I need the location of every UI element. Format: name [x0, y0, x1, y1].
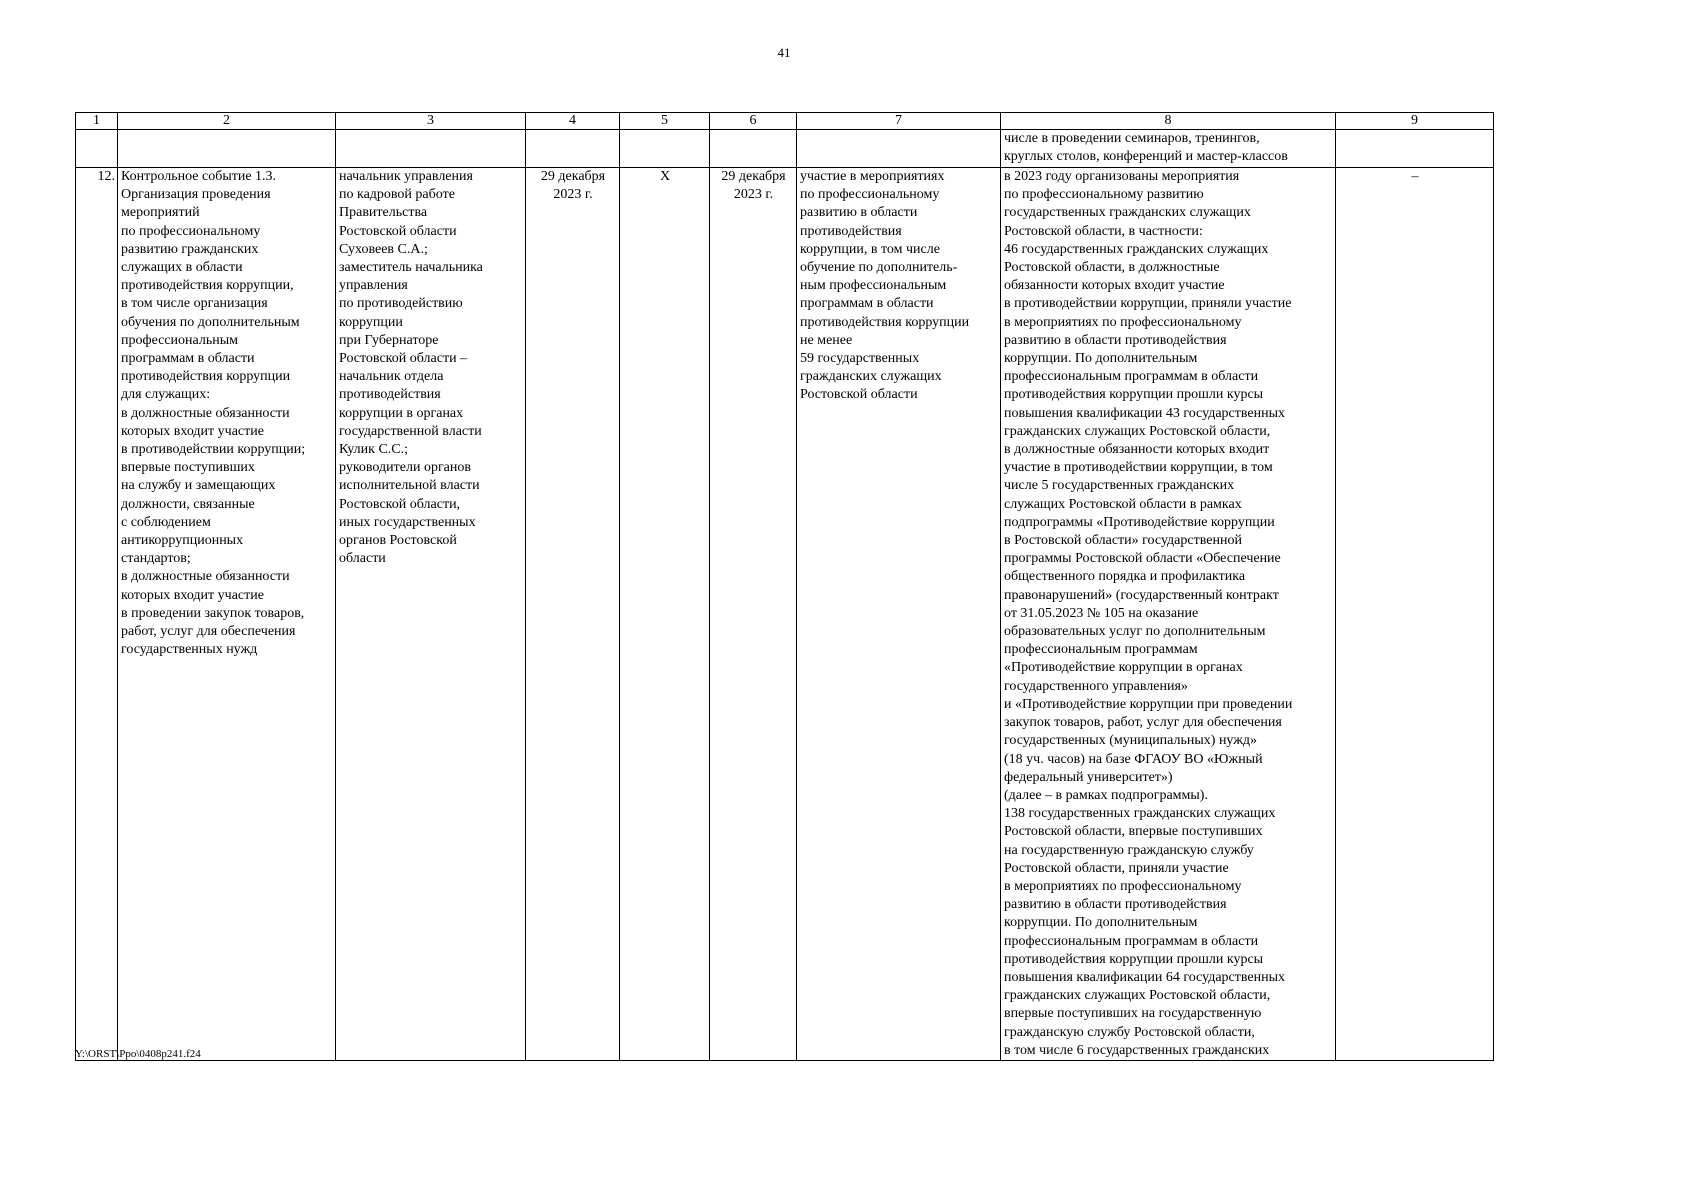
actual-date: 29 декабря 2023 г. [710, 168, 797, 1061]
cont-cell-3 [336, 130, 526, 168]
table-row-12 [76, 168, 1494, 1061]
column-number-3: 3 [336, 113, 526, 130]
cont-cell-8: числе в проведении семинаров, тренингов, круглых столов, конференций и мастер-классов [1001, 130, 1336, 168]
column-number-7: 7 [797, 113, 1001, 130]
cont-cell-6 [710, 130, 797, 168]
file-path-footer: Y:\ORST\Ppo\0408p241.f24 [75, 1048, 201, 1060]
cont-cell-5 [620, 130, 710, 168]
page-number: 41 [777, 45, 791, 60]
continuation-row [76, 130, 1494, 168]
cont-cell-1 [76, 130, 118, 168]
column-number-6: 6 [710, 113, 797, 130]
report-table [75, 112, 1494, 1061]
column-5-value: Х [620, 168, 710, 1061]
actual-result: в 2023 году организованы мероприятия по профессиональному развитию государственных гражданских служащих Ростовской области, в частности: 46 государственных гражданских служащих Ростовской области, в должностные обязанности которых входит участие в противодействии коррупции, приняли участие в мероприятиях по профессиональному развитию в области противодействия коррупции. По дополнительным профессиональным программам в области противодействия коррупции прошли курсы повышения квалификации 43 государственных гражданских служащих Ростовской области, в должностные обязанности которых входит участие в противодействии коррупции, в том числе 5 государственных гражданских служащих Ростовской области в рамках подпрограммы «Противодействие коррупции в Ростовской области» государственной программы Ростовской области «Обеспечение общественного порядка и профилактика правонарушений» (государственный контракт от 31.05.2023 № 105 на оказание образовательных услуг по дополнительным профессиональным программам «Противодействие коррупции в органах государственного управления» и «Противодействие коррупции при проведении закупок товаров, работ, услуг для обеспечения государственных (муниципальных) нужд» (18 уч. часов) на базе ФГАОУ ВО «Южный федеральный университет») (далее – в рамках подпрограммы). 138 государственных гражданских служащих Ростовской области, впервые поступивших на государственную гражданскую службу Ростовской области, приняли участие в мероприятиях по профессиональному развитию в области противодействия коррупции. По дополнительным профессиональным программам в области противодействия коррупции прошли курсы повышения квалификации 64 государственных гражданских служащих Ростовской области, впервые поступивших на государственную гражданскую службу Ростовской области, в том числе 6 государственных гражданских [1001, 168, 1336, 1061]
cont-cell-9 [1336, 130, 1494, 168]
column-number-5: 5 [620, 113, 710, 130]
column-number-8: 8 [1001, 113, 1336, 130]
cont-cell-4 [526, 130, 620, 168]
responsible-persons: начальник управления по кадровой работе Правительства Ростовской области Суховеев С.А.; заместитель начальника управления по противодействию коррупции при Губернаторе Ростовской области – начальник отдела противодействия коррупции в органах государственной власти Кулик С.С.; руководители органов исполнительной власти Ростовской области, иных государственных органов Ростовской области [336, 168, 526, 1061]
expected-result: участие в мероприятиях по профессиональному развитию в области противодействия коррупции, в том числе обучение по дополнитель- ным профессиональным программам в области противодействия коррупции не менее 59 государственных гражданских служащих Ростовской области [797, 168, 1001, 1061]
column-9-value: – [1336, 168, 1494, 1061]
column-number-1: 1 [76, 113, 118, 130]
cont-cell-7 [797, 130, 1001, 168]
cont-cell-2 [118, 130, 336, 168]
row-number: 12. [76, 168, 118, 1061]
column-number-row [76, 113, 1494, 130]
column-number-4: 4 [526, 113, 620, 130]
planned-date: 29 декабря 2023 г. [526, 168, 620, 1061]
event-description: Контрольное событие 1.3. Организация проведения мероприятий по профессиональному развитию гражданских служащих в области противодействия коррупции, в том числе организация обучения по дополнительным профессиональным программам в области противодействия коррупции для служащих: в должностные обязанности которых входит участие в противодействии коррупции; впервые поступивших на службу и замещающих должности, связанные с соблюдением антикоррупционных стандартов; в должностные обязанности которых входит участие в проведении закупок товаров, работ, услуг для обеспечения государственных нужд [118, 168, 336, 1061]
column-number-2: 2 [118, 113, 336, 130]
column-number-9: 9 [1336, 113, 1494, 130]
